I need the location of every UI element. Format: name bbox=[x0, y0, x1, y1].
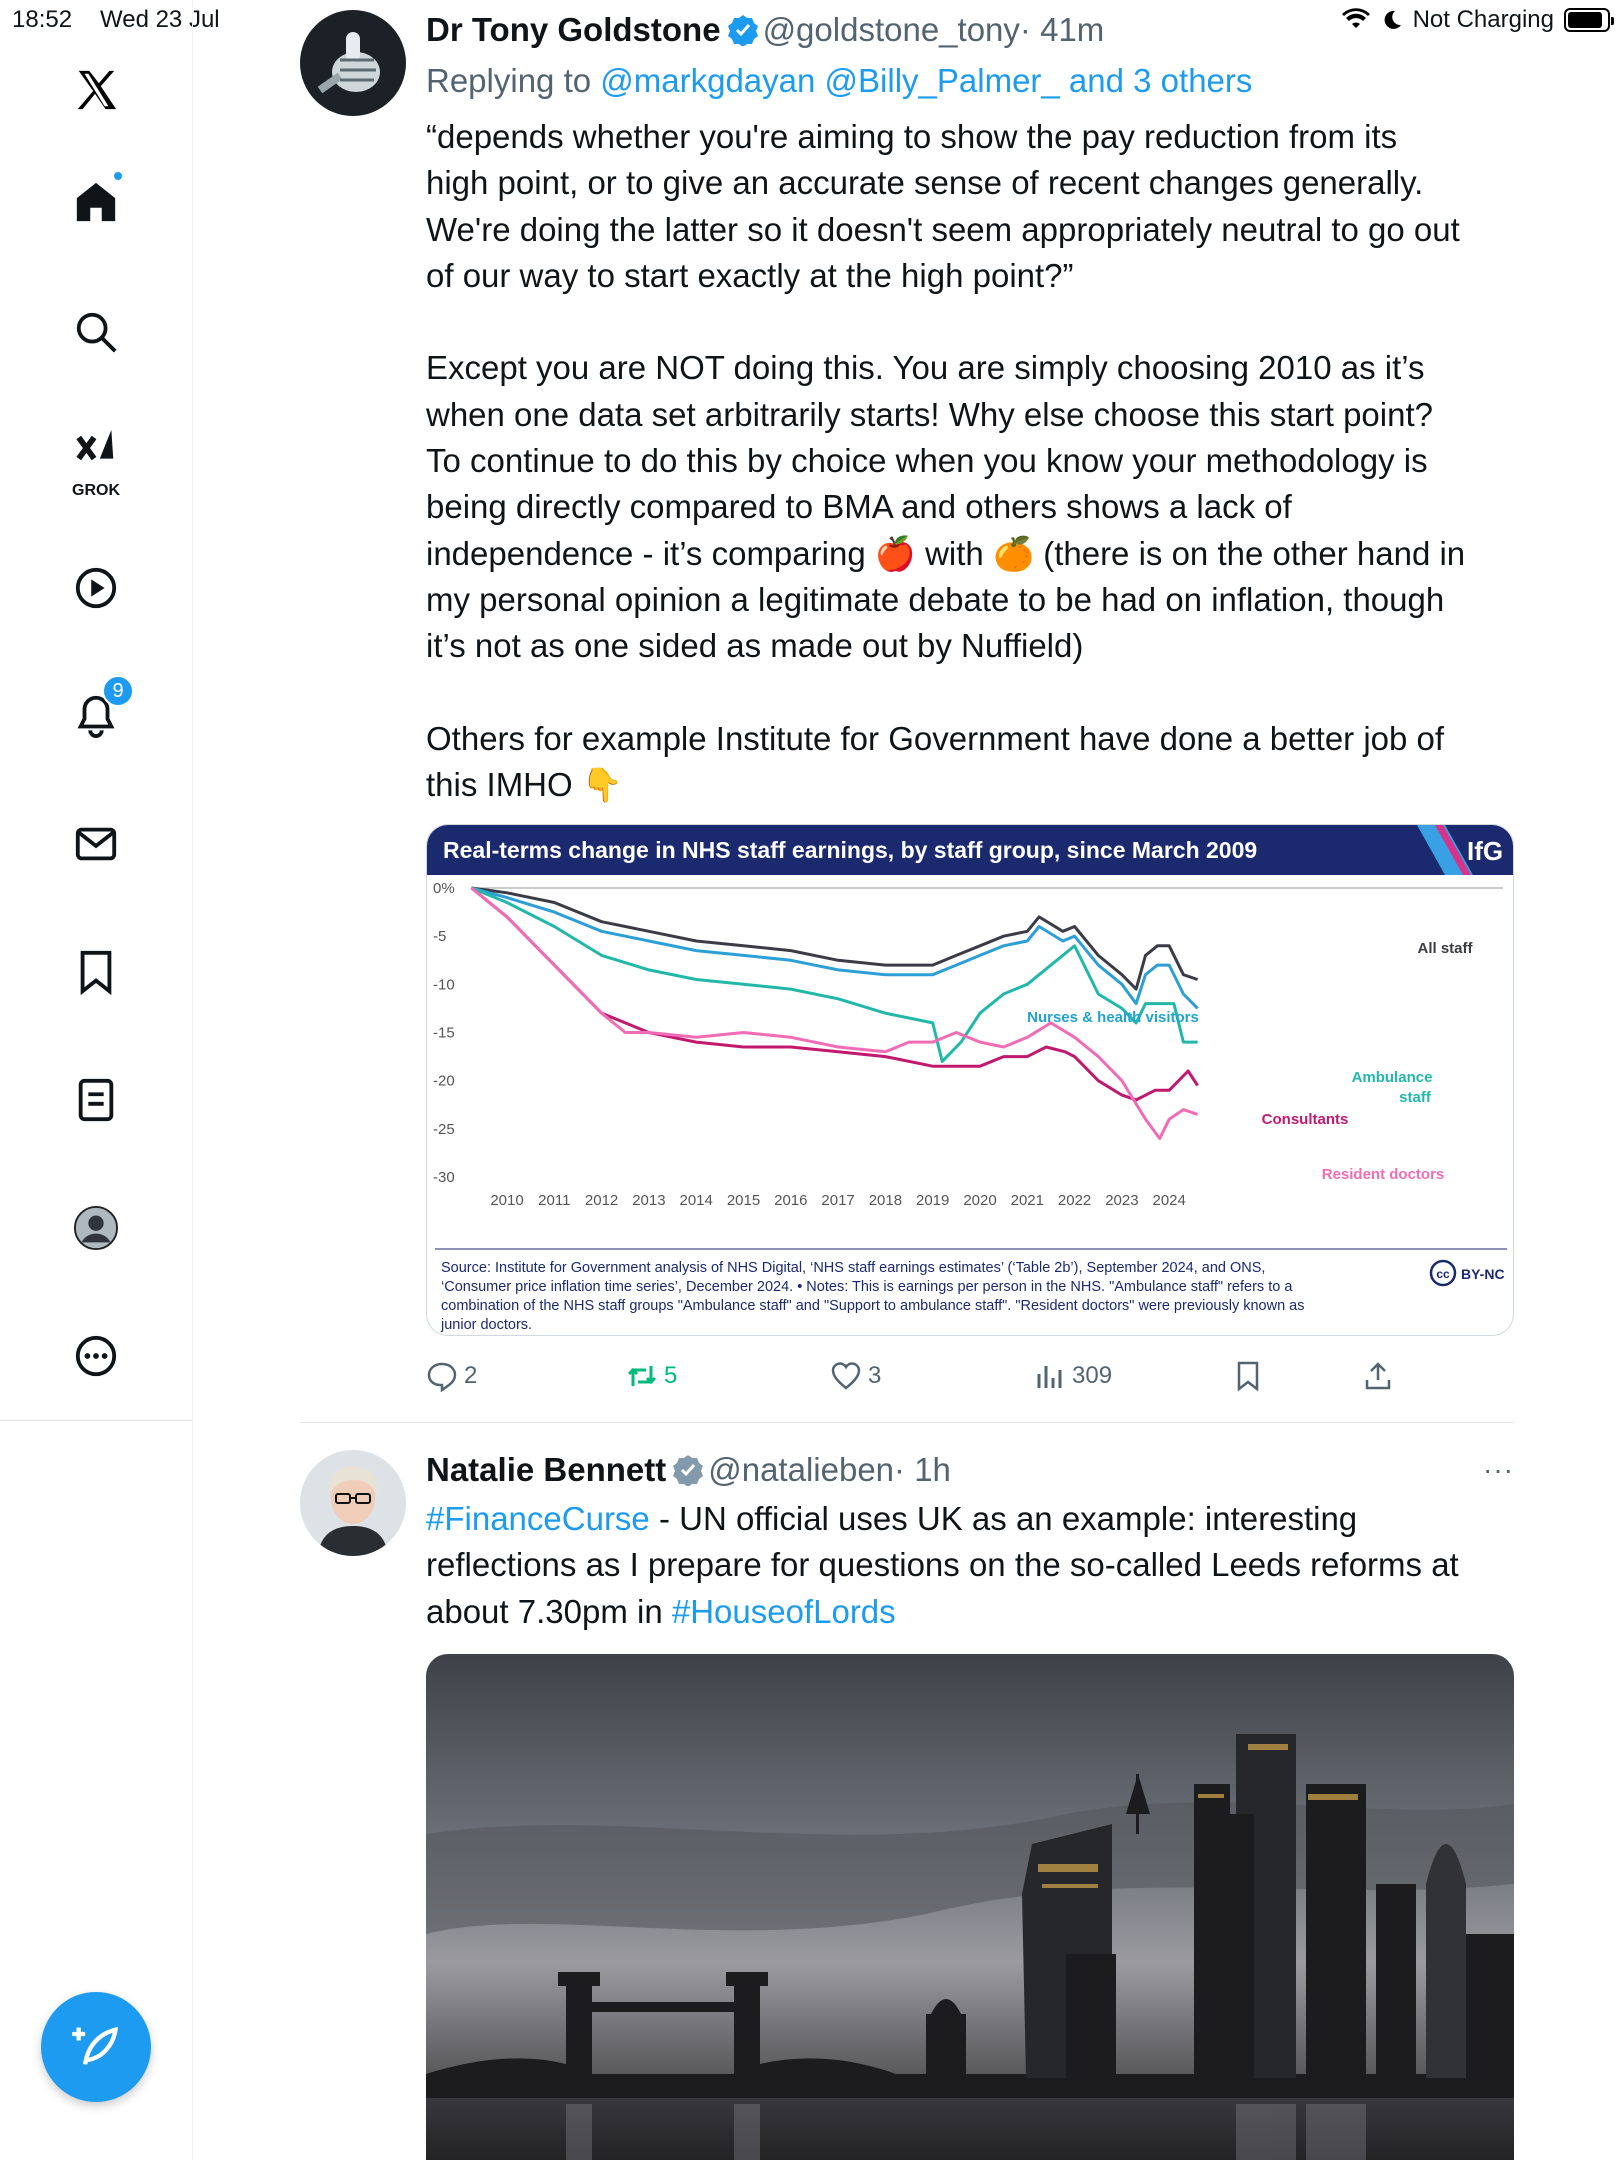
search-icon[interactable] bbox=[56, 292, 136, 372]
battery-fill bbox=[1568, 12, 1602, 28]
views-chart-icon bbox=[1034, 1360, 1066, 1392]
y-tick-label: -20 bbox=[433, 1072, 455, 1090]
x-tick-label: 2014 bbox=[679, 1192, 713, 1209]
sidebar bbox=[0, 0, 193, 2160]
label-all-staff: All staff bbox=[1417, 940, 1473, 957]
status-time: 18:52 bbox=[12, 6, 73, 33]
y-tick-label: 0% bbox=[433, 880, 455, 897]
play-icon[interactable] bbox=[56, 548, 136, 628]
compose-feather-icon bbox=[70, 2021, 122, 2073]
tweet-header bbox=[426, 8, 1514, 52]
tweet-actions bbox=[426, 1356, 1514, 1396]
handle[interactable]: @goldstone_tony bbox=[762, 11, 1020, 48]
notification-badge: 9 bbox=[102, 675, 134, 707]
x-tick-label: 2015 bbox=[726, 1192, 761, 1209]
reply-prefix: Replying to bbox=[426, 62, 601, 99]
verified-badge-gray-icon bbox=[672, 1454, 704, 1486]
profile-icon[interactable] bbox=[56, 1188, 136, 1268]
avatar[interactable] bbox=[300, 10, 406, 116]
bookmark-icon[interactable] bbox=[56, 932, 136, 1012]
source-line-4: junior doctors. bbox=[441, 1317, 533, 1333]
svg-text:cc: cc bbox=[1436, 1267, 1450, 1281]
series-line-consultants bbox=[472, 888, 1198, 1100]
bell-icon[interactable] bbox=[56, 675, 136, 755]
x-tick-label: 2020 bbox=[963, 1192, 997, 1209]
compose-button[interactable] bbox=[41, 1992, 151, 2102]
more-circle-icon[interactable] bbox=[56, 1316, 136, 1396]
repost-count: 5 bbox=[664, 1362, 678, 1389]
x-logo-icon[interactable] bbox=[56, 50, 136, 130]
display-name[interactable]: Natalie Bennett bbox=[426, 1451, 667, 1488]
like-button[interactable] bbox=[830, 1356, 881, 1396]
repost-button[interactable] bbox=[626, 1356, 677, 1396]
reply-button[interactable] bbox=[426, 1356, 477, 1396]
y-tick-labels bbox=[433, 880, 455, 1186]
reply-targets[interactable]: @markgdayan @Billy_Palmer_ and 3 others bbox=[600, 62, 1253, 99]
tweet-text-body: - UN official uses UK as an example: interesting reflections as I prepare for questions on the so-called Leeds reforms at about 7.30pm in bbox=[426, 1500, 1459, 1630]
tweet-text: “depends whether you're aiming to show the pay reduction from its high point, or to give an accurate sense of recent changes generally. We're doing the latter so it doesn't seem appropriately neutral to go out of our way to start exactly at the high point?” Except you are NOT doing this. You are simply choosing 2010 as it’s when one data set arbitrarily starts! Why else choose this start point? To continue to do this by choice when you know your methodology is being directly compared to BMA and others shows a lack of independence - it’s comparing 🍎 with 🍊 (there is on the other hand in my personal opinion a legitimate debate to be had on inflation, though it’s not as one sided as made out by Nuffield) Others for example Institute for Government have done a better job of this IMHO 👇 bbox=[426, 118, 1466, 804]
x-tick-label: 2024 bbox=[1152, 1192, 1186, 1209]
x-tick-label: 2019 bbox=[916, 1192, 950, 1209]
tweet-divider bbox=[300, 1422, 1514, 1423]
hashtag-houseoflords[interactable]: #HouseofLords bbox=[671, 1592, 896, 1630]
chart-title: Real-terms change in NHS staff earnings, by staff group, since March 2009 bbox=[443, 837, 1258, 863]
source-line-3: combination of the NHS staff groups "Ambulance staff" and "Support to ambulance staff". "Resident doctors" were previously known as bbox=[441, 1298, 1305, 1314]
like-count: 3 bbox=[868, 1362, 882, 1389]
x-tick-label: 2012 bbox=[584, 1192, 619, 1209]
y-tick-label: -5 bbox=[433, 928, 447, 946]
bookmark-button[interactable] bbox=[1232, 1356, 1264, 1396]
y-tick-label: -25 bbox=[433, 1120, 455, 1138]
views-count: 309 bbox=[1072, 1362, 1113, 1389]
y-tick-label: -30 bbox=[433, 1169, 455, 1186]
source-line-1: Source: Institute for Government analysis of NHS Digital, ‘NHS staff earnings estimates’ (‘Table 2b’), September 2024, and ONS, bbox=[441, 1260, 1266, 1276]
x-tick-label: 2018 bbox=[868, 1192, 903, 1209]
mail-icon[interactable] bbox=[56, 804, 136, 884]
reply-icon bbox=[426, 1360, 458, 1392]
verified-badge-icon bbox=[727, 14, 759, 46]
list-icon[interactable] bbox=[56, 1060, 136, 1140]
share-button[interactable] bbox=[1362, 1356, 1394, 1396]
more-options-icon[interactable]: ··· bbox=[1483, 1454, 1514, 1485]
label-consultants: Consultants bbox=[1261, 1111, 1349, 1128]
handle[interactable]: @natalieben bbox=[708, 1451, 895, 1488]
tweet-photo[interactable] bbox=[426, 1654, 1514, 2160]
battery-text: Not Charging bbox=[1412, 6, 1554, 33]
tweet-header bbox=[426, 1448, 1514, 1492]
share-icon bbox=[1362, 1360, 1394, 1392]
y-tick-label: -10 bbox=[433, 976, 455, 994]
heart-icon bbox=[830, 1360, 862, 1392]
home-unread-dot bbox=[112, 170, 124, 182]
x-tick-labels bbox=[490, 1192, 1186, 1209]
home-icon[interactable] bbox=[56, 162, 136, 242]
reply-line bbox=[426, 59, 1514, 103]
tweet-text bbox=[426, 1496, 1514, 1635]
x-tick-label: 2023 bbox=[1105, 1192, 1139, 1209]
views-button[interactable] bbox=[1034, 1356, 1112, 1396]
x-tick-label: 2021 bbox=[1010, 1192, 1044, 1209]
tweet-content bbox=[426, 1448, 1514, 1635]
x-tick-label: 2011 bbox=[538, 1192, 571, 1209]
status-date: Wed 23 Jul bbox=[100, 6, 220, 33]
grok-icon[interactable] bbox=[56, 420, 136, 500]
tweet-content bbox=[426, 8, 1514, 808]
label-resident: Resident doctors bbox=[1321, 1166, 1445, 1183]
chart-card[interactable] bbox=[426, 824, 1514, 1336]
source-line-2: ‘Consumer price inflation time series’, December 2024. • Notes: This is earnings per person in the NHS. "Ambulance staff" refers to a bbox=[441, 1279, 1293, 1295]
display-name[interactable]: Dr Tony Goldstone bbox=[426, 11, 721, 48]
y-tick-label: -15 bbox=[433, 1024, 455, 1042]
label-nurses: Nurses & health visitors bbox=[1027, 1009, 1199, 1026]
repost-icon bbox=[626, 1360, 658, 1392]
label-ambulance-1: Ambulance bbox=[1351, 1069, 1433, 1086]
sidebar-divider bbox=[0, 1420, 193, 1421]
x-tick-label: 2013 bbox=[632, 1192, 666, 1209]
license-text: BY-NC bbox=[1461, 1266, 1505, 1282]
reply-count: 2 bbox=[464, 1362, 478, 1389]
chart bbox=[427, 825, 1514, 1336]
x-tick-label: 2017 bbox=[821, 1192, 855, 1209]
x-tick-label: 2022 bbox=[1057, 1192, 1092, 1209]
timestamp[interactable]: · 1h bbox=[894, 1451, 951, 1488]
timestamp[interactable]: · 41m bbox=[1019, 11, 1105, 48]
x-tick-label: 2016 bbox=[774, 1192, 808, 1209]
label-ambulance-2: staff bbox=[1399, 1089, 1431, 1106]
grok-label: GROK bbox=[72, 482, 120, 499]
hashtag-financecurse[interactable]: #FinanceCurse bbox=[426, 1500, 650, 1537]
battery-icon bbox=[1564, 8, 1610, 32]
x-tick-label: 2010 bbox=[490, 1192, 524, 1209]
chart-brand: IfG bbox=[1467, 836, 1504, 866]
avatar[interactable] bbox=[300, 1450, 406, 1556]
bookmark-icon bbox=[1232, 1360, 1264, 1392]
